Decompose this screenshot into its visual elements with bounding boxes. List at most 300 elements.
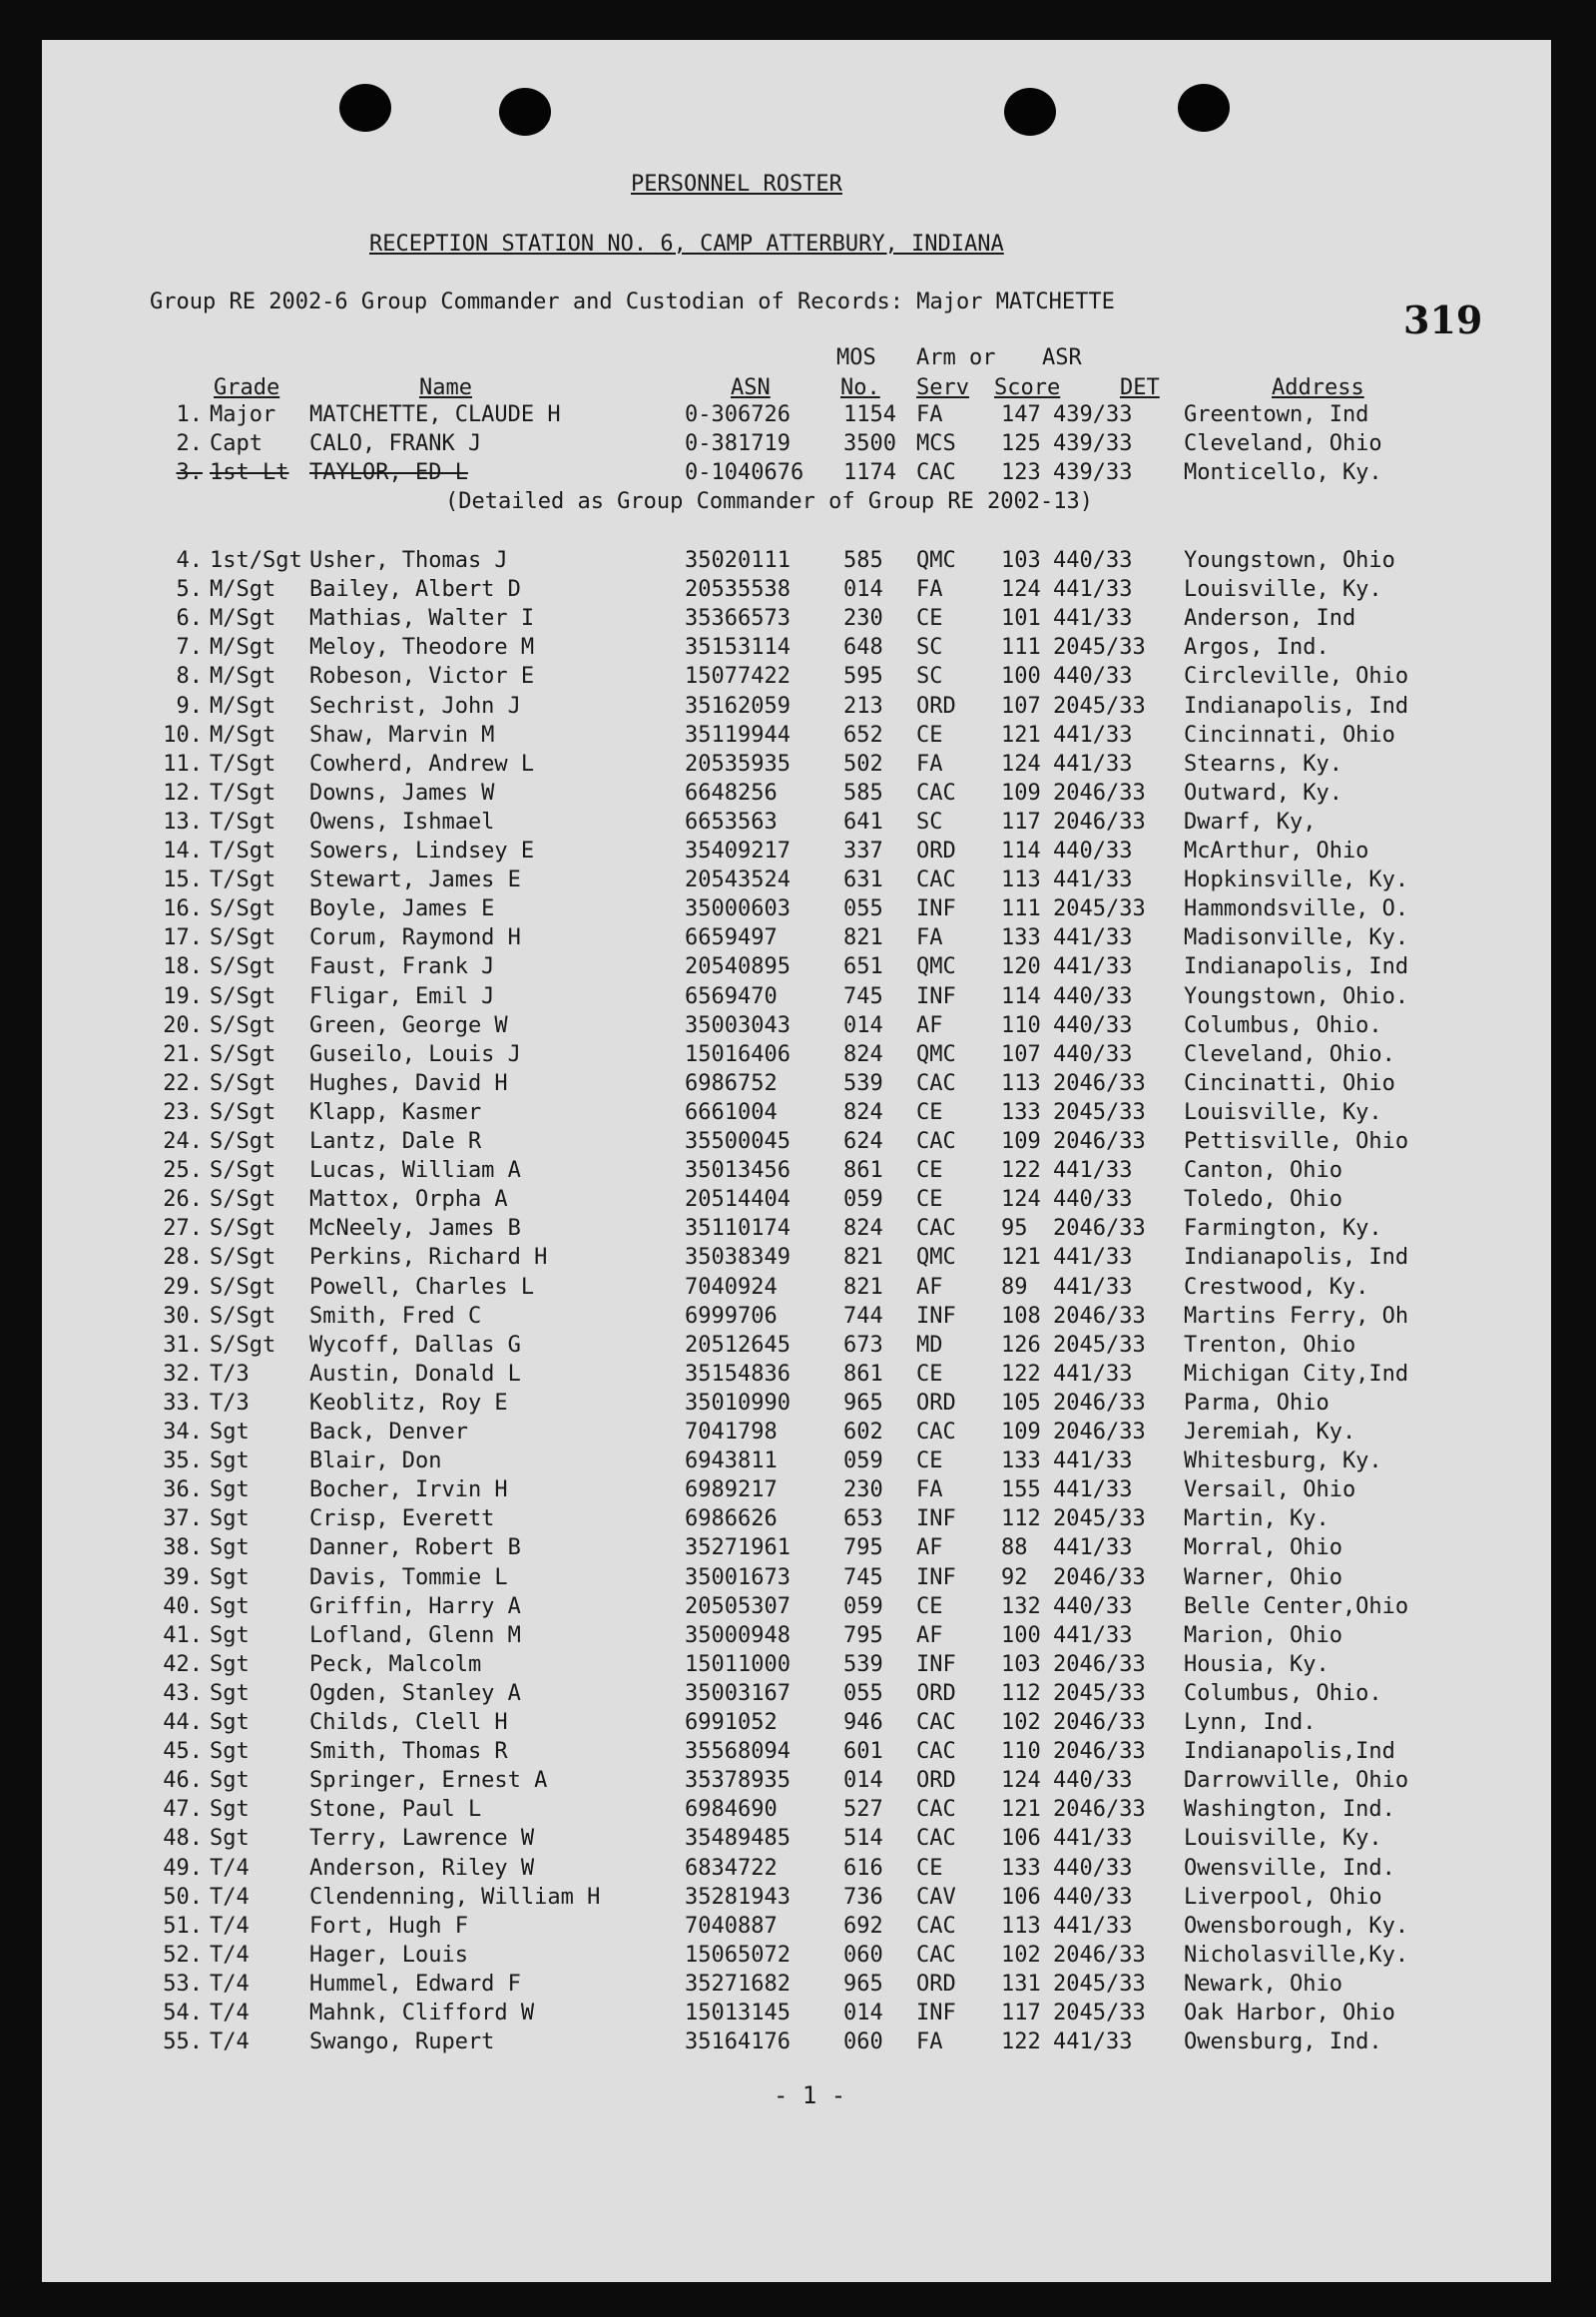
row-score: 105 bbox=[1001, 1390, 1041, 1416]
row-name: Cowherd, Andrew L bbox=[309, 751, 535, 777]
row-det: 440/33 bbox=[1053, 664, 1133, 690]
row-asn: 35119944 bbox=[685, 722, 791, 748]
row-score: 88 bbox=[1001, 1535, 1028, 1561]
row-arm: AF bbox=[916, 1622, 943, 1648]
table-row bbox=[0, 1275, 1596, 1303]
row-grade: T/4 bbox=[210, 1855, 250, 1881]
table-row bbox=[0, 810, 1596, 838]
row-det: 440/33 bbox=[1053, 1768, 1133, 1794]
table-row bbox=[0, 1391, 1596, 1419]
row-grade: S/Sgt bbox=[210, 896, 276, 922]
row-score: 111 bbox=[1001, 635, 1041, 661]
row-name: Lucas, William A bbox=[309, 1158, 521, 1184]
row-address: Jeremiah, Ky. bbox=[1184, 1420, 1356, 1445]
row-mos: 059 bbox=[843, 1187, 883, 1213]
row-number: 2. bbox=[176, 431, 203, 456]
row-asn: 35003043 bbox=[685, 1012, 791, 1038]
row-address: Youngstown, Ohio. bbox=[1184, 983, 1409, 1009]
row-score: 117 bbox=[1001, 809, 1041, 835]
row-number: 30. bbox=[163, 1303, 203, 1329]
row-grade: M/Sgt bbox=[210, 577, 276, 603]
row-address: McArthur, Ohio bbox=[1184, 839, 1369, 864]
row-asn: 0-1040676 bbox=[685, 460, 804, 485]
row-address: Lynn, Ind. bbox=[1184, 1710, 1317, 1735]
row-mos: 648 bbox=[843, 635, 883, 661]
row-asn: 35162059 bbox=[685, 693, 791, 719]
row-number: 9. bbox=[176, 693, 203, 719]
row-grade: T/Sgt bbox=[210, 839, 276, 864]
row-score: 120 bbox=[1001, 954, 1041, 980]
row-score: 111 bbox=[1001, 896, 1041, 922]
row-mos: 014 bbox=[843, 1768, 883, 1794]
row-arm: CE bbox=[916, 1187, 943, 1213]
row-number: 21. bbox=[163, 1041, 203, 1067]
row-address: Marion, Ohio bbox=[1184, 1622, 1342, 1648]
col-mos: No. bbox=[840, 375, 880, 400]
row-asn: 35500045 bbox=[685, 1129, 791, 1154]
row-asn: 15016406 bbox=[685, 1041, 791, 1067]
row-score: 147 bbox=[1001, 402, 1041, 427]
row-number: 31. bbox=[163, 1332, 203, 1358]
row-asn: 20540895 bbox=[685, 954, 791, 980]
row-det: 2046/33 bbox=[1053, 1070, 1146, 1096]
row-name: Springer, Ernest A bbox=[309, 1768, 548, 1794]
row-address: Warner, Ohio bbox=[1184, 1564, 1342, 1590]
group-line: Group RE 2002-6 Group Commander and Custodian of Records: Major MATCHETTE bbox=[150, 290, 1115, 314]
row-name: TAYLOR, ED L bbox=[309, 460, 468, 485]
row-asn: 6569470 bbox=[685, 983, 778, 1009]
row-grade: M/Sgt bbox=[210, 606, 276, 632]
row-det: 441/33 bbox=[1053, 577, 1133, 603]
row-address: Madisonville, Ky. bbox=[1184, 925, 1409, 951]
row-name: Guseilo, Louis J bbox=[309, 1041, 521, 1067]
row-name: Back, Denver bbox=[309, 1420, 468, 1445]
row-name: Boyle, James E bbox=[309, 896, 495, 922]
row-number: 33. bbox=[163, 1390, 203, 1416]
row-arm: CE bbox=[916, 1855, 943, 1881]
row-det: 2046/33 bbox=[1053, 780, 1146, 806]
row-name: Fort, Hugh F bbox=[309, 1913, 468, 1939]
row-det: 440/33 bbox=[1053, 1187, 1133, 1213]
row-det: 2046/33 bbox=[1053, 1303, 1146, 1329]
row-asn: 20535935 bbox=[685, 751, 791, 777]
row-grade: Capt bbox=[210, 431, 263, 456]
row-score: 155 bbox=[1001, 1477, 1041, 1503]
row-det: 439/33 bbox=[1053, 431, 1133, 456]
row-name: Ogden, Stanley A bbox=[309, 1680, 521, 1706]
row-arm: INF bbox=[916, 1564, 956, 1590]
table-row bbox=[0, 577, 1596, 605]
row-mos: 821 bbox=[843, 1274, 883, 1300]
row-number: 43. bbox=[163, 1680, 203, 1706]
row-grade: S/Sgt bbox=[210, 1274, 276, 1300]
row-mos: 744 bbox=[843, 1303, 883, 1329]
row-name: McNeely, James B bbox=[309, 1216, 521, 1242]
row-number: 54. bbox=[163, 2001, 203, 2026]
row-grade: T/4 bbox=[210, 1913, 250, 1939]
row-address: Michigan City,Ind bbox=[1184, 1361, 1409, 1387]
row-arm: QMC bbox=[916, 1041, 956, 1067]
row-grade: Sgt bbox=[210, 1826, 250, 1852]
row-grade: T/Sgt bbox=[210, 809, 276, 835]
row-det: 2046/33 bbox=[1053, 1129, 1146, 1154]
row-number: 18. bbox=[163, 954, 203, 980]
row-address: Nicholasville,Ky. bbox=[1184, 1942, 1409, 1968]
row-arm: FA bbox=[916, 2029, 943, 2055]
row-name: Robeson, Victor E bbox=[309, 664, 535, 690]
row-number: 35. bbox=[163, 1448, 203, 1474]
row-number: 7. bbox=[176, 635, 203, 661]
row-arm: CE bbox=[916, 1593, 943, 1619]
table-row bbox=[0, 781, 1596, 809]
row-address: Newark, Ohio bbox=[1184, 1971, 1342, 1997]
table-row bbox=[0, 1216, 1596, 1244]
row-arm: CAC bbox=[916, 868, 956, 893]
row-address: Belle Center,Ohio bbox=[1184, 1593, 1409, 1619]
row-address: Oak Harbor, Ohio bbox=[1184, 2001, 1395, 2026]
row-asn: 35281943 bbox=[685, 1884, 791, 1910]
row-score: 126 bbox=[1001, 1332, 1041, 1358]
row-name: Clendenning, William H bbox=[309, 1884, 601, 1910]
row-mos: 527 bbox=[843, 1797, 883, 1823]
row-arm: CE bbox=[916, 1099, 943, 1125]
row-address: Indianapolis, Ind bbox=[1184, 693, 1409, 719]
row-arm: INF bbox=[916, 1303, 956, 1329]
row-name: MATCHETTE, CLAUDE H bbox=[309, 402, 561, 427]
row-grade: Sgt bbox=[210, 1680, 250, 1706]
row-mos: 821 bbox=[843, 925, 883, 951]
row-mos: 060 bbox=[843, 2029, 883, 2055]
row-name: Anderson, Riley W bbox=[309, 1855, 535, 1881]
row-grade: Sgt bbox=[210, 1448, 250, 1474]
row-score: 108 bbox=[1001, 1303, 1041, 1329]
row-number: 50. bbox=[163, 1884, 203, 1910]
row-grade: S/Sgt bbox=[210, 1332, 276, 1358]
row-det: 440/33 bbox=[1053, 1884, 1133, 1910]
row-det: 441/33 bbox=[1053, 1245, 1133, 1271]
table-row bbox=[0, 723, 1596, 751]
row-score: 133 bbox=[1001, 1099, 1041, 1125]
row-arm: CAC bbox=[916, 460, 956, 485]
row-grade: Sgt bbox=[210, 1622, 250, 1648]
row-det: 440/33 bbox=[1053, 1012, 1133, 1038]
row-number: 5. bbox=[176, 577, 203, 603]
row-arm: INF bbox=[916, 1651, 956, 1677]
row-asn: 15013145 bbox=[685, 2001, 791, 2026]
row-arm: AF bbox=[916, 1274, 943, 1300]
row-det: 2045/33 bbox=[1053, 1099, 1146, 1125]
punch-hole bbox=[1004, 88, 1056, 136]
row-number: 1. bbox=[176, 402, 203, 427]
row-number: 42. bbox=[163, 1651, 203, 1677]
row-address: Parma, Ohio bbox=[1184, 1390, 1330, 1416]
table-row bbox=[0, 635, 1596, 663]
row-grade: S/Sgt bbox=[210, 1303, 276, 1329]
row-det: 440/33 bbox=[1053, 1593, 1133, 1619]
row-address: Darrowville, Ohio bbox=[1184, 1768, 1409, 1794]
row-det: 2046/33 bbox=[1053, 1216, 1146, 1242]
row-asn: 6991052 bbox=[685, 1710, 778, 1735]
row-mos: 539 bbox=[843, 1651, 883, 1677]
row-grade: Sgt bbox=[210, 1564, 250, 1590]
row-name: Shaw, Marvin M bbox=[309, 722, 495, 748]
row-score: 133 bbox=[1001, 1448, 1041, 1474]
row-asn: 20505307 bbox=[685, 1593, 791, 1619]
row-address: Monticello, Ky. bbox=[1184, 460, 1382, 485]
row-name: Usher, Thomas J bbox=[309, 548, 508, 573]
row-score: 124 bbox=[1001, 751, 1041, 777]
col-arm: Serv bbox=[916, 375, 969, 400]
row-det: 441/33 bbox=[1053, 1274, 1133, 1300]
row-arm: CAC bbox=[916, 1070, 956, 1096]
row-arm: CAC bbox=[916, 780, 956, 806]
row-number: 55. bbox=[163, 2029, 203, 2055]
row-arm: FA bbox=[916, 925, 943, 951]
row-name: Hummel, Edward F bbox=[309, 1971, 521, 1997]
punch-hole bbox=[1178, 84, 1230, 132]
row-asn: 35110174 bbox=[685, 1216, 791, 1242]
row-mos: 539 bbox=[843, 1070, 883, 1096]
row-name: CALO, FRANK J bbox=[309, 431, 482, 456]
row-det: 2046/33 bbox=[1053, 809, 1146, 835]
row-mos: 965 bbox=[843, 1971, 883, 1997]
row-name: Mathias, Walter I bbox=[309, 606, 535, 632]
punch-hole bbox=[339, 84, 391, 132]
row-mos: 3500 bbox=[843, 431, 896, 456]
row-number: 44. bbox=[163, 1710, 203, 1735]
row-address: Owensville, Ind. bbox=[1184, 1855, 1395, 1881]
row-asn: 35020111 bbox=[685, 548, 791, 573]
row-score: 106 bbox=[1001, 1826, 1041, 1852]
row-mos: 213 bbox=[843, 693, 883, 719]
table-row bbox=[0, 1013, 1596, 1041]
table-row bbox=[0, 1739, 1596, 1767]
row-grade: S/Sgt bbox=[210, 925, 276, 951]
row-number: 16. bbox=[163, 896, 203, 922]
row-number: 19. bbox=[163, 983, 203, 1009]
row-address: Louisville, Ky. bbox=[1184, 1099, 1382, 1125]
row-score: 113 bbox=[1001, 1913, 1041, 1939]
row-number: 23. bbox=[163, 1099, 203, 1125]
row-grade: S/Sgt bbox=[210, 1245, 276, 1271]
row-mos: 337 bbox=[843, 839, 883, 864]
col-grade: Grade bbox=[214, 375, 280, 400]
table-row bbox=[0, 548, 1596, 576]
row-name: Lantz, Dale R bbox=[309, 1129, 482, 1154]
row-address: Martin, Ky. bbox=[1184, 1506, 1330, 1532]
row-mos: 060 bbox=[843, 1942, 883, 1968]
row-name: Hager, Louis bbox=[309, 1942, 468, 1968]
row-mos: 946 bbox=[843, 1710, 883, 1735]
row-address: Stearns, Ky. bbox=[1184, 751, 1342, 777]
row-score: 122 bbox=[1001, 2029, 1041, 2055]
row-det: 441/33 bbox=[1053, 606, 1133, 632]
row-arm: CE bbox=[916, 606, 943, 632]
row-det: 439/33 bbox=[1053, 460, 1133, 485]
row-asn: 35000948 bbox=[685, 1622, 791, 1648]
row-score: 100 bbox=[1001, 1622, 1041, 1648]
row-name: Lofland, Glenn M bbox=[309, 1622, 521, 1648]
row-mos: 795 bbox=[843, 1622, 883, 1648]
table-row bbox=[0, 431, 1596, 459]
row-number: 39. bbox=[163, 1564, 203, 1590]
row-score: 113 bbox=[1001, 1070, 1041, 1096]
row-number: 34. bbox=[163, 1420, 203, 1445]
table-row bbox=[0, 925, 1596, 953]
col-name: Name bbox=[419, 375, 472, 400]
row-mos: 641 bbox=[843, 809, 883, 835]
row-asn: 15065072 bbox=[685, 1942, 791, 1968]
table-row bbox=[0, 1187, 1596, 1215]
row-address: Youngstown, Ohio bbox=[1184, 548, 1395, 573]
row-number: 20. bbox=[163, 1012, 203, 1038]
row-arm: CE bbox=[916, 1158, 943, 1184]
row-number: 27. bbox=[163, 1216, 203, 1242]
row-grade: T/4 bbox=[210, 1884, 250, 1910]
table-row bbox=[0, 1448, 1596, 1476]
row-mos: 585 bbox=[843, 548, 883, 573]
table-row bbox=[0, 1333, 1596, 1361]
row-arm: FA bbox=[916, 577, 943, 603]
row-name: Mahnk, Clifford W bbox=[309, 2001, 535, 2026]
row-number: 29. bbox=[163, 1274, 203, 1300]
table-row bbox=[0, 1245, 1596, 1273]
row-name: Peck, Malcolm bbox=[309, 1651, 482, 1677]
detail-note: (Detailed as Group Commander of Group RE 2002-13) bbox=[445, 489, 1094, 514]
row-score: 133 bbox=[1001, 1855, 1041, 1881]
row-arm: QMC bbox=[916, 954, 956, 980]
row-name: Bailey, Albert D bbox=[309, 577, 521, 603]
row-address: Housia, Ky. bbox=[1184, 1651, 1330, 1677]
row-number: 11. bbox=[163, 751, 203, 777]
row-grade: S/Sgt bbox=[210, 1187, 276, 1213]
row-arm: CAC bbox=[916, 1420, 956, 1445]
row-grade: Sgt bbox=[210, 1797, 250, 1823]
row-number: 6. bbox=[176, 606, 203, 632]
row-asn: 6984690 bbox=[685, 1797, 778, 1823]
row-asn: 35271682 bbox=[685, 1971, 791, 1997]
row-det: 439/33 bbox=[1053, 402, 1133, 427]
row-det: 440/33 bbox=[1053, 1855, 1133, 1881]
table-row bbox=[0, 1158, 1596, 1186]
row-det: 2045/33 bbox=[1053, 1506, 1146, 1532]
row-grade: S/Sgt bbox=[210, 1216, 276, 1242]
row-det: 2046/33 bbox=[1053, 1651, 1146, 1677]
row-det: 440/33 bbox=[1053, 1041, 1133, 1067]
row-mos: 692 bbox=[843, 1913, 883, 1939]
row-arm: CAC bbox=[916, 1710, 956, 1735]
row-name: Sechrist, John J bbox=[309, 693, 521, 719]
row-name: Smith, Fred C bbox=[309, 1303, 482, 1329]
row-asn: 35568094 bbox=[685, 1739, 791, 1765]
row-det: 441/33 bbox=[1053, 1361, 1133, 1387]
table-row bbox=[0, 1304, 1596, 1332]
row-arm: FA bbox=[916, 751, 943, 777]
row-arm: AF bbox=[916, 1535, 943, 1561]
row-number: 40. bbox=[163, 1593, 203, 1619]
row-score: 100 bbox=[1001, 664, 1041, 690]
row-grade: Major bbox=[210, 402, 276, 427]
row-mos: 745 bbox=[843, 1564, 883, 1590]
table-row bbox=[0, 984, 1596, 1012]
row-det: 2045/33 bbox=[1053, 1680, 1146, 1706]
row-score: 122 bbox=[1001, 1158, 1041, 1184]
row-grade: T/Sgt bbox=[210, 780, 276, 806]
row-grade: 1st/Sgt bbox=[210, 548, 302, 573]
row-score: 109 bbox=[1001, 1129, 1041, 1154]
row-arm: SC bbox=[916, 809, 943, 835]
row-number: 25. bbox=[163, 1158, 203, 1184]
row-mos: 624 bbox=[843, 1129, 883, 1154]
row-name: Smith, Thomas R bbox=[309, 1739, 508, 1765]
row-address: Toledo, Ohio bbox=[1184, 1187, 1342, 1213]
row-grade: T/4 bbox=[210, 2029, 250, 2055]
row-mos: 014 bbox=[843, 577, 883, 603]
row-name: Wycoff, Dallas G bbox=[309, 1332, 521, 1358]
row-score: 103 bbox=[1001, 1651, 1041, 1677]
row-score: 107 bbox=[1001, 693, 1041, 719]
row-number: 28. bbox=[163, 1245, 203, 1271]
row-address: Anderson, Ind bbox=[1184, 606, 1356, 632]
row-grade: Sgt bbox=[210, 1710, 250, 1735]
row-det: 2046/33 bbox=[1053, 1797, 1146, 1823]
row-score: 133 bbox=[1001, 925, 1041, 951]
row-number: 24. bbox=[163, 1129, 203, 1154]
row-det: 441/33 bbox=[1053, 868, 1133, 893]
row-address: Cincinatti, Ohio bbox=[1184, 1070, 1395, 1096]
row-grade: M/Sgt bbox=[210, 693, 276, 719]
row-grade: T/3 bbox=[210, 1361, 250, 1387]
row-arm: ORD bbox=[916, 1971, 956, 1997]
row-grade: S/Sgt bbox=[210, 954, 276, 980]
row-grade: Sgt bbox=[210, 1506, 250, 1532]
row-arm: MCS bbox=[916, 431, 956, 456]
row-grade: Sgt bbox=[210, 1739, 250, 1765]
row-mos: 616 bbox=[843, 1855, 883, 1881]
row-asn: 6648256 bbox=[685, 780, 778, 806]
row-arm: INF bbox=[916, 983, 956, 1009]
row-name: Fligar, Emil J bbox=[309, 983, 495, 1009]
row-arm: ORD bbox=[916, 839, 956, 864]
row-asn: 35001673 bbox=[685, 1564, 791, 1590]
table-row bbox=[0, 1972, 1596, 2000]
col-arm-top: Arm or bbox=[916, 345, 996, 370]
row-asn: 20512645 bbox=[685, 1332, 791, 1358]
row-asn: 35366573 bbox=[685, 606, 791, 632]
table-row bbox=[0, 1129, 1596, 1157]
row-mos: 965 bbox=[843, 1390, 883, 1416]
table-row bbox=[0, 1100, 1596, 1128]
row-score: 121 bbox=[1001, 722, 1041, 748]
row-asn: 35154836 bbox=[685, 1361, 791, 1387]
row-score: 122 bbox=[1001, 1361, 1041, 1387]
row-det: 440/33 bbox=[1053, 548, 1133, 573]
row-det: 2045/33 bbox=[1053, 1971, 1146, 1997]
row-score: 114 bbox=[1001, 983, 1041, 1009]
row-mos: 230 bbox=[843, 606, 883, 632]
row-address: Louisville, Ky. bbox=[1184, 1826, 1382, 1852]
row-asn: 35000603 bbox=[685, 896, 791, 922]
table-row bbox=[0, 1652, 1596, 1680]
row-mos: 230 bbox=[843, 1477, 883, 1503]
row-det: 441/33 bbox=[1053, 925, 1133, 951]
row-det: 2045/33 bbox=[1053, 693, 1146, 719]
table-row bbox=[0, 1420, 1596, 1448]
row-grade: S/Sgt bbox=[210, 983, 276, 1009]
table-row bbox=[0, 402, 1596, 430]
table-row bbox=[0, 1914, 1596, 1942]
row-name: Bocher, Irvin H bbox=[309, 1477, 508, 1503]
